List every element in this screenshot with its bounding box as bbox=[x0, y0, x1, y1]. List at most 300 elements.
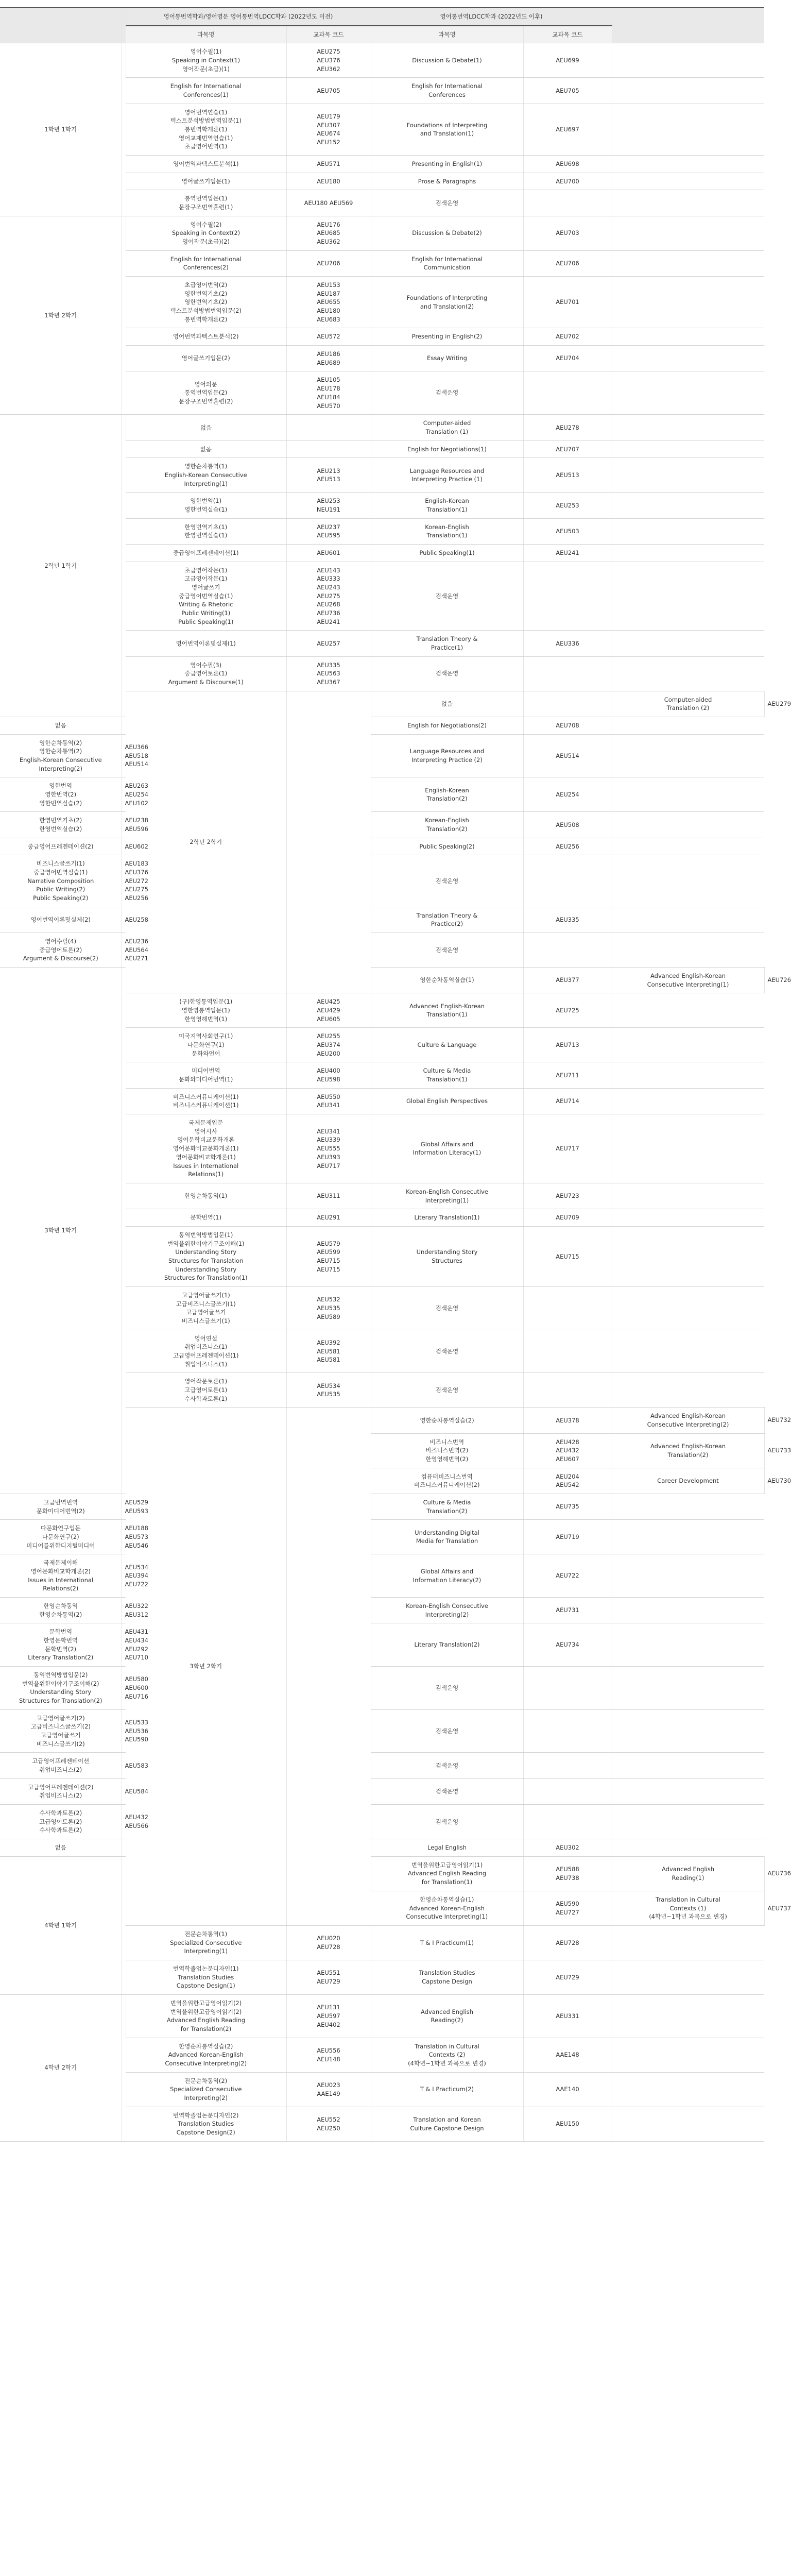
old-course-code: AEU258 bbox=[122, 907, 126, 933]
old-course-code bbox=[286, 518, 371, 544]
right-blank-cell bbox=[612, 1667, 764, 1710]
new-course-name bbox=[371, 993, 523, 1028]
old-code-line: AEU715 bbox=[317, 1257, 340, 1264]
old-code-line: AEU432 bbox=[556, 1447, 579, 1454]
new-course-code bbox=[523, 1623, 612, 1667]
new-course-line: (4학년~1학년 과목으로 변경) bbox=[649, 1913, 727, 1921]
old-course-name bbox=[0, 1839, 122, 1857]
new-course-code bbox=[523, 562, 612, 631]
new-course-name bbox=[371, 777, 523, 812]
old-course-name bbox=[0, 1753, 122, 1778]
old-code-line: AEU275 bbox=[317, 592, 340, 600]
semester-label: 3학년 2학기 bbox=[126, 1408, 286, 1926]
old-course-name bbox=[126, 1062, 286, 1088]
old-course-name bbox=[0, 1494, 122, 1519]
right-blank-cell bbox=[612, 1778, 764, 1804]
new-course-name bbox=[371, 216, 523, 250]
old-course-line: Interpreting(2) bbox=[184, 2094, 228, 2102]
new-code-line: AEU335 bbox=[556, 916, 579, 924]
old-course-line: 텍스트분석방법번역입문(1) bbox=[170, 117, 242, 125]
new-course-name bbox=[371, 78, 523, 104]
new-course-line: Translation(1) bbox=[426, 505, 468, 513]
new-code-line: AEU336 bbox=[556, 639, 579, 647]
new-course-line: Public Speaking(2) bbox=[419, 842, 475, 850]
old-course-line: 취업비즈니스(2) bbox=[39, 1766, 82, 1774]
old-course-code bbox=[286, 440, 371, 458]
old-course-line: 고급영어글쓰기(1) bbox=[181, 1291, 230, 1299]
new-course-line: Translation Theory & bbox=[416, 635, 478, 643]
old-course-line: Advanced Korean-English bbox=[168, 2051, 244, 2059]
new-course-name bbox=[371, 1805, 523, 1839]
new-course-line: Capstone Design bbox=[422, 1977, 472, 1985]
old-code-line: AEU429 bbox=[317, 1007, 340, 1014]
new-course-code bbox=[523, 277, 612, 328]
new-course-line: Legal English bbox=[427, 1844, 467, 1852]
old-course-line: 영어번역이론및실제(1) bbox=[176, 639, 236, 647]
old-code-line: AEU341 bbox=[317, 1127, 340, 1135]
table-row bbox=[0, 777, 764, 812]
new-course-name bbox=[371, 1286, 523, 1330]
old-course-line: 영어수필(4) bbox=[45, 938, 77, 945]
new-code-line: AEU698 bbox=[556, 160, 579, 168]
header-spacer bbox=[122, 8, 126, 43]
new-code-header: 교과목 코드 bbox=[523, 26, 612, 43]
new-course-line: 검색운영 bbox=[435, 946, 459, 954]
right-blank-cell bbox=[612, 838, 764, 855]
right-blank-cell bbox=[612, 993, 764, 1028]
right-blank-cell bbox=[612, 812, 764, 838]
old-code-line: AEU571 bbox=[317, 160, 340, 168]
table-row bbox=[0, 1753, 764, 1778]
new-course-name bbox=[371, 855, 523, 907]
old-course-line: Structures for Translation bbox=[168, 1257, 244, 1264]
old-course-line: 영한번역기초(2) bbox=[184, 290, 228, 297]
old-course-name bbox=[126, 1925, 286, 1960]
new-code-line: AEU503 bbox=[556, 527, 579, 535]
new-course-line: 검색운영 bbox=[435, 1684, 459, 1692]
old-code-line: AEU402 bbox=[317, 2021, 340, 2028]
old-course-line: Translation Studies bbox=[178, 2120, 234, 2128]
new-course-line: Literary Translation(1) bbox=[414, 1214, 480, 1222]
old-code-line: AEU534 bbox=[317, 1382, 340, 1389]
old-code-line: AEU291 bbox=[317, 1214, 340, 1222]
new-course-line: Korean-English Consecutive bbox=[406, 1602, 488, 1610]
old-course-line: 영한번역실습(1) bbox=[184, 505, 228, 513]
old-course-name bbox=[126, 2107, 286, 2141]
old-course-name bbox=[126, 156, 286, 173]
new-course-line: Discussion & Debate(2) bbox=[412, 229, 482, 237]
new-course-name bbox=[371, 440, 523, 458]
semester-label: 4학년 1학기 bbox=[0, 1856, 122, 1994]
old-course-line: Specialized Consecutive bbox=[170, 1939, 242, 1946]
old-course-line: 수사학과토론(2) bbox=[39, 1826, 82, 1834]
old-course-line: 영한번역실습(2) bbox=[39, 799, 82, 807]
right-blank-cell bbox=[612, 518, 764, 544]
old-code-line: AEU176 bbox=[317, 221, 340, 228]
table-row bbox=[0, 1623, 764, 1667]
new-course-name bbox=[371, 544, 523, 562]
new-code-line: AEU719 bbox=[556, 1533, 579, 1540]
old-code-line: AEU400 bbox=[317, 1067, 340, 1075]
old-course-line: 영어번역과텍스트분석(2) bbox=[173, 333, 239, 341]
new-course-line: 검색운영 bbox=[435, 670, 459, 677]
old-code-line: AEU563 bbox=[317, 670, 340, 677]
old-course-code bbox=[286, 1114, 371, 1183]
old-code-line: AEU307 bbox=[317, 121, 340, 129]
new-course-line: Korean-English bbox=[425, 523, 469, 531]
new-code-line: AEU150 bbox=[556, 2120, 579, 2128]
old-course-name bbox=[0, 855, 122, 907]
table-row: 컴퓨터비즈니스번역 비즈니스커뮤니케이션(2) AEU204 AEU542 Career Development AEU730 bbox=[0, 1468, 764, 1494]
old-course-line: 고급영어프레젠테이션(2) bbox=[28, 1783, 94, 1791]
old-course-line: Consecutive Interpreting(2) bbox=[165, 2059, 247, 2067]
old-course-line: 통번역학개론(1) bbox=[184, 126, 228, 133]
new-course-code bbox=[523, 855, 612, 907]
table-row bbox=[0, 1994, 764, 2038]
old-course-line: Structures for Translation(1) bbox=[164, 1274, 248, 1282]
right-blank-cell bbox=[612, 1226, 764, 1286]
new-course-code bbox=[523, 440, 612, 458]
old-code-line: AEU532 bbox=[317, 1296, 340, 1303]
new-course-name bbox=[371, 1183, 523, 1209]
right-blank-cell bbox=[612, 544, 764, 562]
right-blank-cell bbox=[612, 1805, 764, 1839]
old-course-code: AEU602 bbox=[122, 838, 126, 855]
table-row: 3학년 2학기 영한순차통역실습(2) AEU378 Advanced English-Korean Consecutive Interpreting(2) AEU732 bbox=[0, 1408, 764, 1433]
old-course-line: 고급영어글쓰기(2) bbox=[36, 1714, 85, 1722]
new-code-line: AEU302 bbox=[556, 1844, 579, 1852]
old-course-name bbox=[0, 1805, 122, 1839]
old-course-line: 중급영어프레젠테이션(1) bbox=[173, 549, 239, 556]
old-course-code bbox=[523, 1408, 612, 1433]
new-course-name bbox=[371, 1088, 523, 1114]
new-code-line: AEU253 bbox=[556, 501, 579, 509]
old-course-line: 영어문화비교문화개론(1) bbox=[173, 1145, 239, 1153]
new-course-code bbox=[523, 190, 612, 216]
old-course-line: 없음 bbox=[200, 445, 212, 453]
right-blank-cell bbox=[612, 1286, 764, 1330]
old-course-code: AEU584 bbox=[122, 1778, 126, 1804]
old-code-line: AEU392 bbox=[317, 1338, 340, 1346]
old-name-header: 과목명 bbox=[126, 26, 286, 43]
old-course-name bbox=[0, 1623, 122, 1667]
old-course-name bbox=[126, 328, 286, 346]
old-course-line: 다문화연구입문 bbox=[40, 1524, 81, 1532]
old-course-code bbox=[286, 1994, 371, 2038]
old-course-line: English-Korean Consecutive bbox=[19, 756, 102, 764]
new-course-name bbox=[612, 968, 764, 993]
new-code-line: AEU254 bbox=[556, 791, 579, 798]
right-blank-cell bbox=[612, 1028, 764, 1062]
new-course-code bbox=[523, 1209, 612, 1227]
new-course-line: Practice(1) bbox=[431, 643, 463, 651]
table-row bbox=[0, 1554, 764, 1598]
old-course-line: 한영문학번역 bbox=[43, 1637, 78, 1645]
old-course-code: AEU236 AEU564 AEU271 bbox=[122, 933, 126, 968]
old-course-line: 비즈니스커뮤니케이션(1) bbox=[173, 1101, 239, 1109]
old-course-line: 영한번역기초(2) bbox=[184, 298, 228, 306]
semester-label: 3학년 1학기 bbox=[0, 968, 122, 1494]
old-course-name bbox=[126, 415, 286, 440]
right-blank-cell bbox=[612, 1494, 764, 1519]
new-code-line: AEU709 bbox=[556, 1214, 579, 1222]
old-course-code bbox=[286, 1088, 371, 1114]
semester-spacer bbox=[122, 216, 126, 414]
old-course-name bbox=[126, 562, 286, 631]
new-course-line: Communication bbox=[423, 264, 471, 272]
old-course-code: AEU263 AEU254 AEU102 bbox=[122, 777, 126, 812]
new-course-name bbox=[371, 1226, 523, 1286]
new-course-line: Reading(2) bbox=[431, 2016, 463, 2024]
old-course-name bbox=[126, 346, 286, 371]
old-course-line: English for International bbox=[170, 82, 242, 90]
new-code-line: AEU707 bbox=[556, 445, 579, 453]
new-code-line: AEU715 bbox=[556, 1252, 579, 1260]
old-course-name bbox=[126, 1286, 286, 1330]
old-course-line: 없음 bbox=[200, 423, 212, 431]
old-code-line: AEU204 bbox=[556, 1472, 579, 1480]
old-course-line: 영어문학비교문화개론 bbox=[177, 1136, 235, 1144]
new-course-name bbox=[371, 812, 523, 838]
year-header-blank bbox=[0, 8, 122, 43]
old-course-line: 영어글쓰기 bbox=[191, 583, 220, 591]
right-blank-cell bbox=[612, 1753, 764, 1778]
old-course-line: Conferences(2) bbox=[183, 264, 229, 272]
right-blank-cell bbox=[612, 1062, 764, 1088]
new-course-name bbox=[371, 1373, 523, 1408]
new-course-name bbox=[612, 1856, 764, 1891]
old-code-line: AEU581 bbox=[317, 1347, 340, 1355]
old-course-line: 수사학과토론(2) bbox=[39, 1809, 82, 1817]
old-code-line: AEU738 bbox=[556, 1874, 579, 1882]
old-course-line: 영어의문 bbox=[194, 380, 217, 388]
new-course-line: Advanced English-Korean bbox=[650, 972, 726, 980]
header-right-blank bbox=[612, 8, 764, 43]
old-course-code bbox=[523, 1433, 612, 1468]
table-row bbox=[0, 717, 764, 734]
old-course-line: 비즈니스번역(2) bbox=[425, 1447, 469, 1454]
old-course-code bbox=[286, 78, 371, 104]
old-course-code: AEU366 AEU518 AEU514 bbox=[122, 734, 126, 777]
old-course-line: 고급비즈니스글쓰기(2) bbox=[30, 1723, 91, 1731]
old-course-name bbox=[126, 1994, 286, 2038]
new-course-line: Interpreting Practice (1) bbox=[411, 476, 483, 483]
new-course-line: Culture & Media bbox=[423, 1498, 471, 1506]
new-course-code bbox=[523, 1925, 612, 1960]
new-code-line: AEU729 bbox=[556, 1973, 579, 1981]
old-code-line: AEU268 bbox=[317, 601, 340, 608]
new-course-line: Understanding Digital bbox=[415, 1529, 479, 1536]
old-course-code bbox=[523, 691, 612, 717]
old-course-line: for Translation(1) bbox=[421, 1878, 473, 1886]
new-course-line: Translation(1) bbox=[426, 532, 468, 539]
new-course-line: Translation(2) bbox=[426, 795, 468, 803]
right-blank-cell bbox=[612, 328, 764, 346]
old-course-line: 한영순차통역(2) bbox=[39, 1611, 82, 1618]
right-blank-cell bbox=[612, 156, 764, 173]
new-course-name bbox=[371, 1028, 523, 1062]
old-course-line: Argument & Discourse(2) bbox=[23, 955, 98, 962]
right-blank-cell bbox=[612, 2107, 764, 2141]
new-course-line: English for Negotiations(2) bbox=[407, 721, 487, 729]
new-course-code bbox=[523, 1062, 612, 1088]
new-course-code bbox=[523, 1994, 612, 2038]
old-course-line: 고급영어프레젠테이션(1) bbox=[173, 1351, 239, 1359]
table-row bbox=[0, 1709, 764, 1753]
old-course-line: 다문화연구(1) bbox=[187, 1041, 225, 1049]
new-course-line: Career Development bbox=[657, 1477, 719, 1484]
new-course-line: Discussion & Debate(1) bbox=[412, 57, 482, 64]
old-course-name bbox=[126, 371, 286, 415]
old-course-code bbox=[286, 173, 371, 190]
old-course-line: 번역학졸업논문디자인(1) bbox=[173, 1964, 239, 1972]
new-course-code bbox=[523, 1778, 612, 1804]
old-course-line: (구)한영통역입문(1) bbox=[179, 998, 233, 1006]
new-course-name bbox=[371, 1925, 523, 1960]
old-course-name bbox=[126, 631, 286, 656]
new-course-name bbox=[371, 1062, 523, 1088]
old-course-line: 영어시사 bbox=[194, 1127, 217, 1135]
old-code-line: AEU178 bbox=[317, 385, 340, 393]
new-course-line: Presenting in English(1) bbox=[411, 160, 483, 168]
old-course-name bbox=[0, 1667, 122, 1710]
new-course-name bbox=[612, 691, 764, 717]
new-course-code bbox=[523, 1494, 612, 1519]
new-course-line: Global English Perspectives bbox=[406, 1097, 488, 1105]
old-course-name bbox=[126, 544, 286, 562]
old-course-name bbox=[371, 1433, 523, 1468]
new-course-line: 검색운영 bbox=[435, 1347, 459, 1355]
right-blank-cell bbox=[612, 933, 764, 968]
old-course-line: 문학번역(2) bbox=[45, 1645, 77, 1653]
old-course-line: Specialized Consecutive bbox=[170, 2086, 242, 2093]
new-course-line: Translation (1) bbox=[425, 428, 469, 435]
right-blank-cell bbox=[612, 440, 764, 458]
new-code-line: AEU256 bbox=[556, 842, 579, 850]
old-course-line: 초급영어번역(2) bbox=[184, 281, 228, 289]
table-row bbox=[0, 812, 764, 838]
semester-label: 4학년 2학기 bbox=[0, 1994, 122, 2141]
old-course-code bbox=[286, 2107, 371, 2141]
right-blank-cell bbox=[612, 734, 764, 777]
old-code-line: AAE149 bbox=[317, 2090, 340, 2097]
old-course-code bbox=[286, 277, 371, 328]
old-course-line: 고급영어프레젠테이션 bbox=[32, 1757, 90, 1765]
old-code-line: AEU255 bbox=[317, 1032, 340, 1040]
semester-spacer bbox=[122, 43, 126, 216]
new-course-name bbox=[371, 1209, 523, 1227]
old-code-line: AEU727 bbox=[556, 1908, 579, 1916]
old-course-line: Narrative Composition bbox=[27, 877, 94, 885]
new-course-line: Advanced English-Korean bbox=[650, 1412, 726, 1420]
old-course-line: 영한영통역입문(1) bbox=[181, 1007, 230, 1014]
right-blank-cell bbox=[612, 907, 764, 933]
semester-spacer bbox=[286, 691, 371, 993]
new-code-line: AEU734 bbox=[556, 1641, 579, 1649]
old-course-line: 한영번역기초(1) bbox=[184, 523, 228, 531]
new-course-code bbox=[523, 812, 612, 838]
old-code-line: AEU570 bbox=[317, 402, 340, 410]
old-course-code bbox=[286, 250, 371, 276]
old-code-line: AEU607 bbox=[556, 1455, 579, 1463]
old-course-line: 고급비즈니스글쓰기(1) bbox=[176, 1300, 236, 1308]
old-course-code bbox=[286, 43, 371, 78]
new-course-code bbox=[523, 1839, 612, 1857]
old-course-line: 통역번역방법입문(2) bbox=[33, 1671, 88, 1679]
old-course-line: 번역을위한고급영어읽기(1) bbox=[411, 1861, 483, 1869]
new-course-name bbox=[371, 1667, 523, 1710]
right-blank-cell bbox=[612, 415, 764, 440]
new-name-header: 과목명 bbox=[371, 26, 523, 43]
old-code-line: AEU588 bbox=[556, 1866, 579, 1873]
new-course-code bbox=[523, 43, 612, 78]
new-course-line: Advanced English-Korean bbox=[409, 1002, 485, 1010]
new-course-code bbox=[523, 933, 612, 968]
old-course-line: 영어교재번역연습(1) bbox=[179, 134, 233, 142]
old-course-line: 중급영어프레젠테이션(2) bbox=[28, 842, 94, 850]
old-code-line: AEU601 bbox=[317, 549, 340, 556]
new-course-line: Interpreting(1) bbox=[425, 1196, 469, 1204]
old-course-name bbox=[0, 734, 122, 777]
old-course-line: 영어문화비교학개론(1) bbox=[176, 1153, 236, 1161]
new-course-line: Interpreting(2) bbox=[425, 1611, 469, 1618]
table-row: 한영순차통역실습(1) Advanced Korean-English Consecutive Interpreting(1) AEU590 AEU727 Translation in Cultural Contexts (1) (4학년~1학년 과목으로 변경) AEU737 bbox=[0, 1891, 764, 1925]
new-course-line: Foundations of Interpreting bbox=[406, 121, 488, 129]
old-course-line: 영어작문(초급)(1) bbox=[182, 65, 230, 73]
new-course-name bbox=[612, 1468, 764, 1494]
old-course-line: 통번역학개론(2) bbox=[184, 315, 228, 323]
new-course-line: Advanced English-Korean bbox=[650, 1442, 726, 1450]
old-course-line: Consecutive Interpreting(1) bbox=[406, 1913, 488, 1921]
right-blank-cell bbox=[612, 346, 764, 371]
old-course-line: 영한순차통역(2) bbox=[39, 739, 82, 747]
old-course-line: 통역번역입문(2) bbox=[184, 389, 228, 397]
old-code-line: AEU685 bbox=[317, 229, 340, 237]
old-code-line: AEU311 bbox=[317, 1192, 340, 1200]
old-course-line: 텍스트분석방법번역입문(2) bbox=[170, 307, 242, 315]
old-course-line: 비즈니스커뮤니케이션(1) bbox=[173, 1093, 239, 1100]
semester-spacer bbox=[286, 1408, 371, 1926]
old-code-line: AEU551 bbox=[317, 1969, 340, 1977]
old-course-name bbox=[0, 1554, 122, 1598]
new-course-name bbox=[612, 1408, 764, 1433]
old-code-line: AEU184 bbox=[317, 393, 340, 401]
new-course-line: Interpreting Practice (2) bbox=[411, 756, 483, 764]
table-row bbox=[0, 907, 764, 933]
old-course-line: 영어번역과텍스트분석(1) bbox=[173, 160, 239, 168]
old-course-code bbox=[286, 1286, 371, 1330]
old-course-line: 초급영어번역(1) bbox=[184, 143, 228, 150]
table-row bbox=[0, 1778, 764, 1804]
right-blank-cell bbox=[612, 1960, 764, 1994]
new-course-line: Information Literacy(1) bbox=[412, 1149, 482, 1157]
old-code-line: NEU191 bbox=[316, 505, 341, 513]
old-course-code bbox=[286, 1330, 371, 1373]
old-course-line: Capstone Design(2) bbox=[176, 2128, 235, 2136]
new-course-line: Translation in Cultural bbox=[415, 2042, 479, 2050]
old-course-line: 영어수필(1) bbox=[190, 48, 222, 56]
new-course-code bbox=[523, 346, 612, 371]
old-code-line: AEU237 bbox=[317, 523, 340, 531]
table-row: 4학년 1학기 번역을위한고급영어읽기(1) Advanced English Reading for Translation(1) AEU588 AEU738 Advanced English Reading(1) AEU736 bbox=[0, 1856, 764, 1891]
new-course-code bbox=[523, 1088, 612, 1114]
old-course-line: Public Speaking(1) bbox=[178, 618, 234, 625]
new-course-name bbox=[371, 156, 523, 173]
old-course-name bbox=[126, 1960, 286, 1994]
new-course-line: 검색운영 bbox=[435, 1727, 459, 1735]
new-course-line: Consecutive Interpreting(2) bbox=[647, 1420, 729, 1428]
old-course-line: English for International bbox=[170, 255, 242, 263]
